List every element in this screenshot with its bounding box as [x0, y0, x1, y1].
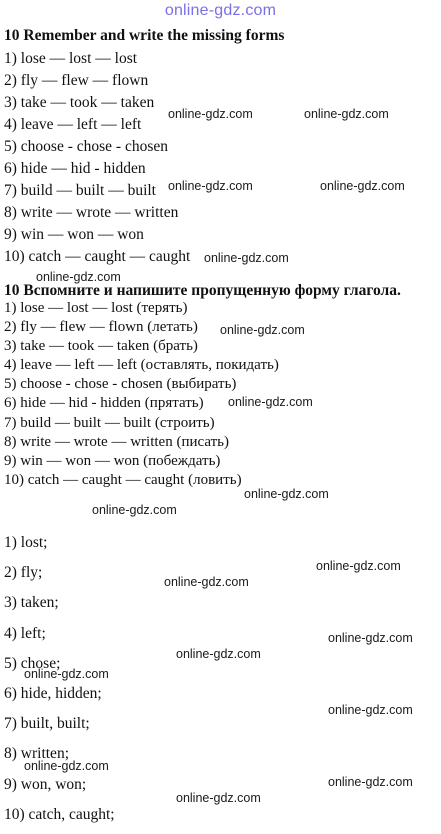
russian-item: 1) lose — lost — lost (терять)	[4, 300, 188, 316]
english-item: 1) lose — lost — lost	[4, 50, 138, 67]
answer-item: 8) written;	[4, 745, 69, 763]
watermark-text: online-gdz.com	[328, 703, 413, 717]
english-item: 6) hide — hid - hidden	[4, 160, 146, 177]
watermark-text: online-gdz.com	[328, 631, 413, 645]
russian-item: 10) catch — caught — caught (ловить)	[4, 471, 242, 488]
watermark-text: online-gdz.com	[316, 559, 401, 573]
english-item: 5) choose - chose - chosen	[4, 138, 168, 155]
english-item: 7) build — built — built	[4, 182, 156, 199]
watermark-text: online-gdz.com	[176, 647, 261, 661]
watermark-text: online-gdz.com	[244, 487, 329, 501]
english-item: 3) take — took — taken	[4, 94, 155, 111]
watermark-text: online-gdz.com	[36, 270, 121, 284]
answer-item: 5) chose;	[4, 654, 61, 672]
watermark-text: online-gdz.com	[168, 179, 253, 193]
answer-item: 2) fly;	[4, 564, 43, 582]
russian-item: 4) leave — left — left (оставлять, покидать)	[4, 357, 279, 374]
watermark-text: online-gdz.com	[328, 775, 413, 789]
english-item: 8) write — wrote — written	[4, 204, 179, 221]
watermark-text: online-gdz.com	[24, 667, 109, 681]
answer-item: 7) built, built;	[4, 715, 90, 733]
russian-item: 8) write — wrote — written (писать)	[4, 433, 230, 450]
english-item: 2) fly — flew — flown	[4, 72, 149, 89]
english-item: 9) win — won — won	[4, 226, 144, 243]
english-exercise	[4, 26, 284, 45]
answer-item: 4) left;	[4, 624, 46, 642]
answers-list	[4, 532, 115, 834]
watermark-text: online-gdz.com	[228, 395, 313, 409]
answer-item: 9) won, won;	[4, 775, 87, 793]
watermark-text: online-gdz.com	[92, 503, 177, 517]
english-item: 4) leave — left — left	[4, 116, 142, 133]
russian-item: 6) hide — hid - hidden (прятать)	[4, 395, 204, 412]
russian-item: 3) take — took — taken (брать)	[4, 338, 198, 355]
watermark-text: online-gdz.com	[24, 759, 109, 773]
watermark-text: online-gdz.com	[220, 323, 305, 337]
russian-item: 5) choose - chose - chosen (выбирать)	[4, 376, 237, 393]
site-header-logo: online-gdz.com	[164, 2, 277, 19]
watermark-text: online-gdz.com	[320, 179, 405, 193]
english-item: 10) catch — caught — caught	[4, 248, 191, 265]
answer-item: 6) hide, hidden;	[4, 684, 102, 702]
answer-item: 3) taken;	[4, 594, 59, 612]
watermark-text: online-gdz.com	[204, 251, 289, 265]
english-heading: 10 Remember and write the missing forms	[4, 27, 285, 44]
answer-item: 1) lost;	[4, 534, 48, 551]
watermark-text: online-gdz.com	[168, 107, 253, 121]
russian-item: 7) build — built — built (строить)	[4, 414, 215, 431]
watermark-text: online-gdz.com	[304, 107, 389, 121]
answer-item: 10) catch, caught;	[4, 805, 115, 823]
russian-item: 2) fly — flew — flown (летать)	[4, 319, 198, 336]
watermark-text: online-gdz.com	[176, 791, 261, 805]
russian-item: 9) win — won — won (побеждать)	[4, 452, 221, 469]
russian-heading: 10 Вспомните и напишите пропущенную форму глагола.	[4, 282, 401, 299]
english-list	[4, 48, 190, 268]
watermark-text: online-gdz.com	[164, 575, 249, 589]
